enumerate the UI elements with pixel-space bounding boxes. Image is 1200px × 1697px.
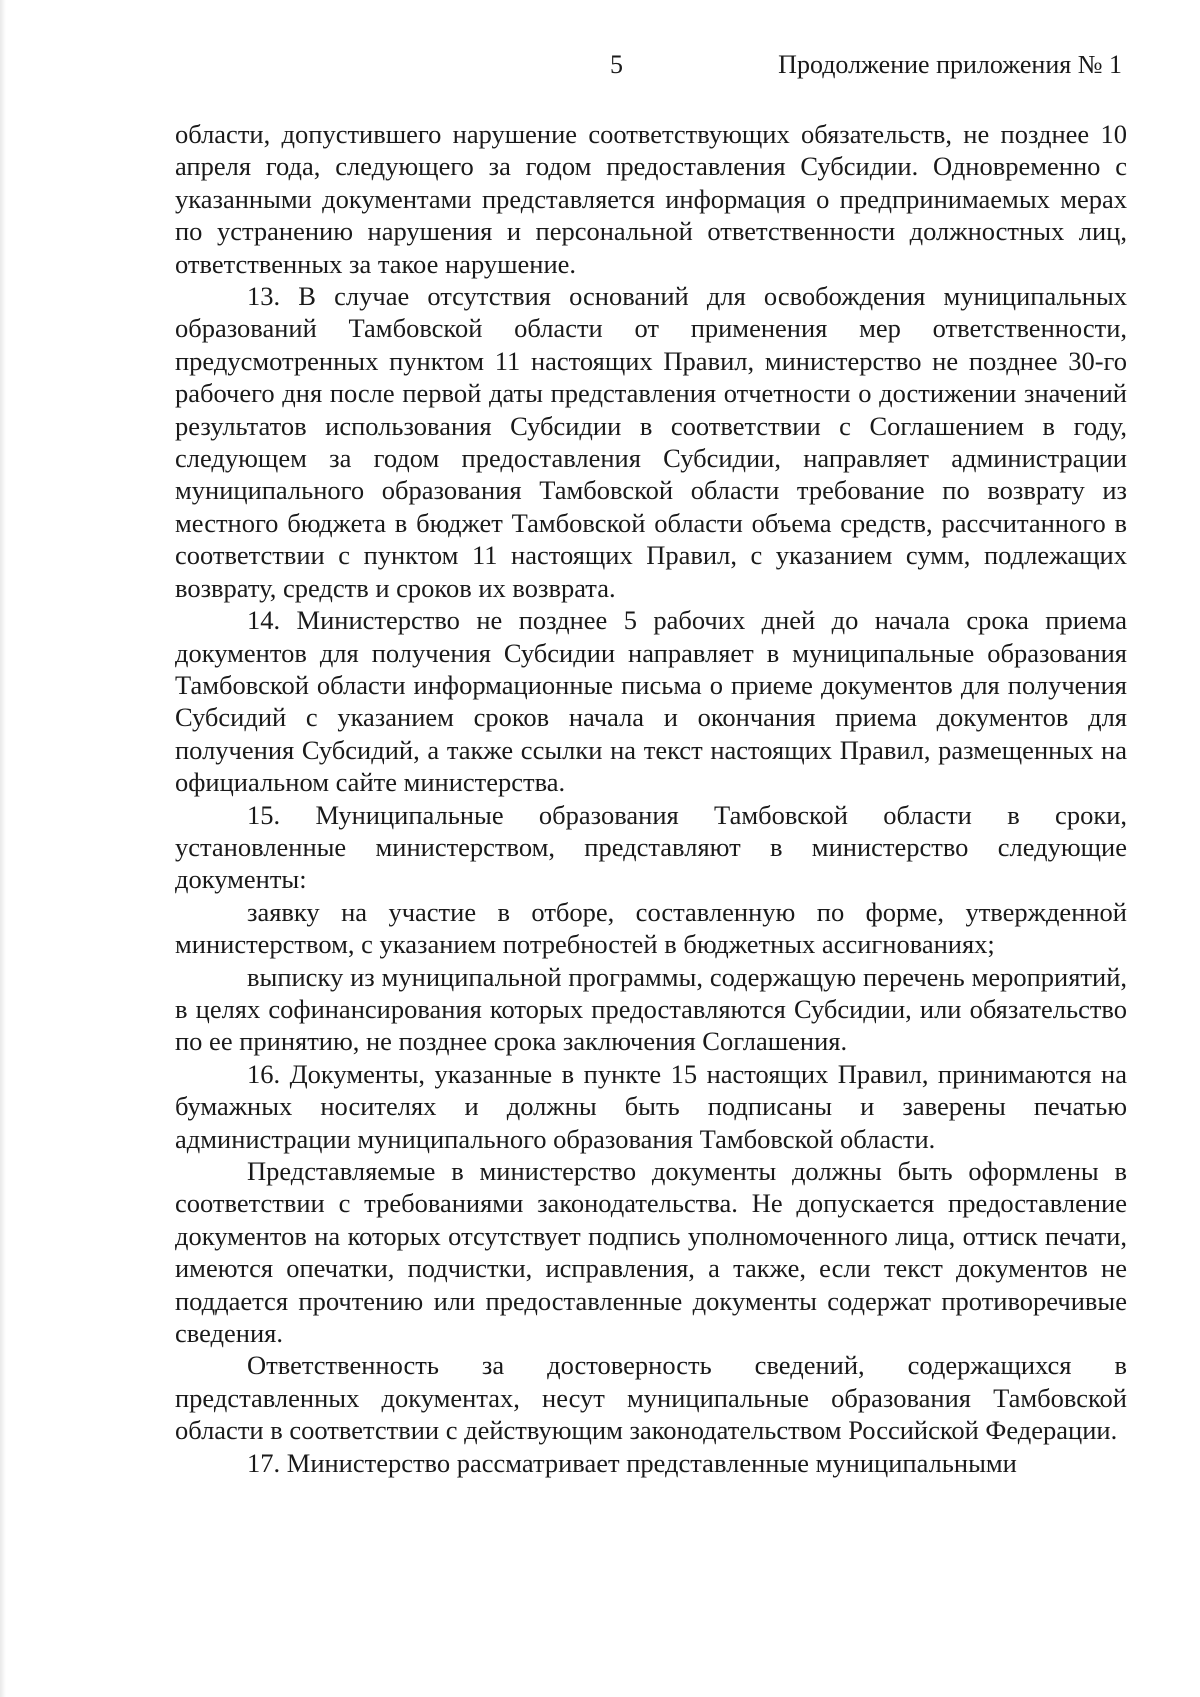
document-body (175, 118, 1127, 1479)
paragraph-clause-16: 16. Документы, указанные в пункте 15 настоящих Правил, принимаются на бумажных носителях и должны быть подписаны и заверены печатью администрации муниципального образования Тамбовской области. (175, 1058, 1127, 1154)
paragraph-clause-17: 17. Министерство рассматривает представленные муниципальными (247, 1447, 1017, 1478)
page-number: 5 (610, 50, 623, 79)
running-header: Продолжение приложения № 1 (778, 50, 1122, 79)
paragraph-continuation: области, допустившего нарушение соответствующих обязательств, не позднее 10 апреля года, следующего за годом предоставления Субсидии. Одновременно с указанными документами представляется информация о предпринимаемых мерах по устранению нарушения и персональной ответственности должностных лиц, ответственных за такое нарушение. (175, 119, 1127, 279)
paragraph-clause-15: 15. Муниципальные образования Тамбовской области в сроки, установленные министерством, представляют в министерство следующие документы: (175, 799, 1127, 895)
paragraph-list-item-extract: выписку из муниципальной программы, содержащую перечень мероприятий, в целях софинансирования которых предоставляются Субсидии, или обязательство по ее принятию, не позднее срока заключения Соглашения. (175, 961, 1127, 1057)
paragraph-responsibility: Ответственность за достоверность сведений, содержащихся в представленных документах, несут муниципальные образования Тамбовской области в соответствии с действующим законодательством Российской Федерации. (175, 1350, 1127, 1446)
paragraph-document-requirements: Представляемые в министерство документы должны быть оформлены в соответствии с требованиями законодательства. Не допускается предоставление документов на которых отсутствует подпись уполномоченного лица, оттиск печати, имеются опечатки, подчистки, исправления, а также, если текст документов не поддается прочтению или предоставленные документы содержат противоречивые сведения. (175, 1156, 1127, 1349)
paragraph-list-item-application: заявку на участие в отборе, составленную по форме, утвержденной министерством, с указанием потребностей в бюджетных ассигнованиях; (175, 896, 1127, 960)
paragraph-clause-14: 14. Министерство не позднее 5 рабочих дней до начала срока приема документов для получения Субсидии направляет в муниципальные образования Тамбовской области информационные письма о приеме документов для получения Субсидий с указанием сроков начала и окончания приема документов для получения Субсидий, а также ссылки на текст настоящих Правил, размещенных на официальном сайте министерства. (175, 605, 1127, 798)
scan-edge-shadow (0, 0, 6, 1697)
paragraph-clause-13: 13. В случае отсутствия оснований для освобождения муниципальных образований Тамбовской области от применения мер ответственности, предусмотренных пунктом 11 настоящих Правил, министерство не позднее 30-го рабочего дня после первой даты представления отчетности о достижении значений результатов использования Субсидии в соответствии с Соглашением в году, следующем за годом предоставления Субсидии, направляет администрации муниципального образования Тамбовской области требование по возврату из местного бюджета в бюджет Тамбовской области объема средств, рассчитанного в соответствии с пунктом 11 настоящих Правил, с указанием сумм, подлежащих возврату, средств и сроков их возврата. (175, 281, 1127, 603)
